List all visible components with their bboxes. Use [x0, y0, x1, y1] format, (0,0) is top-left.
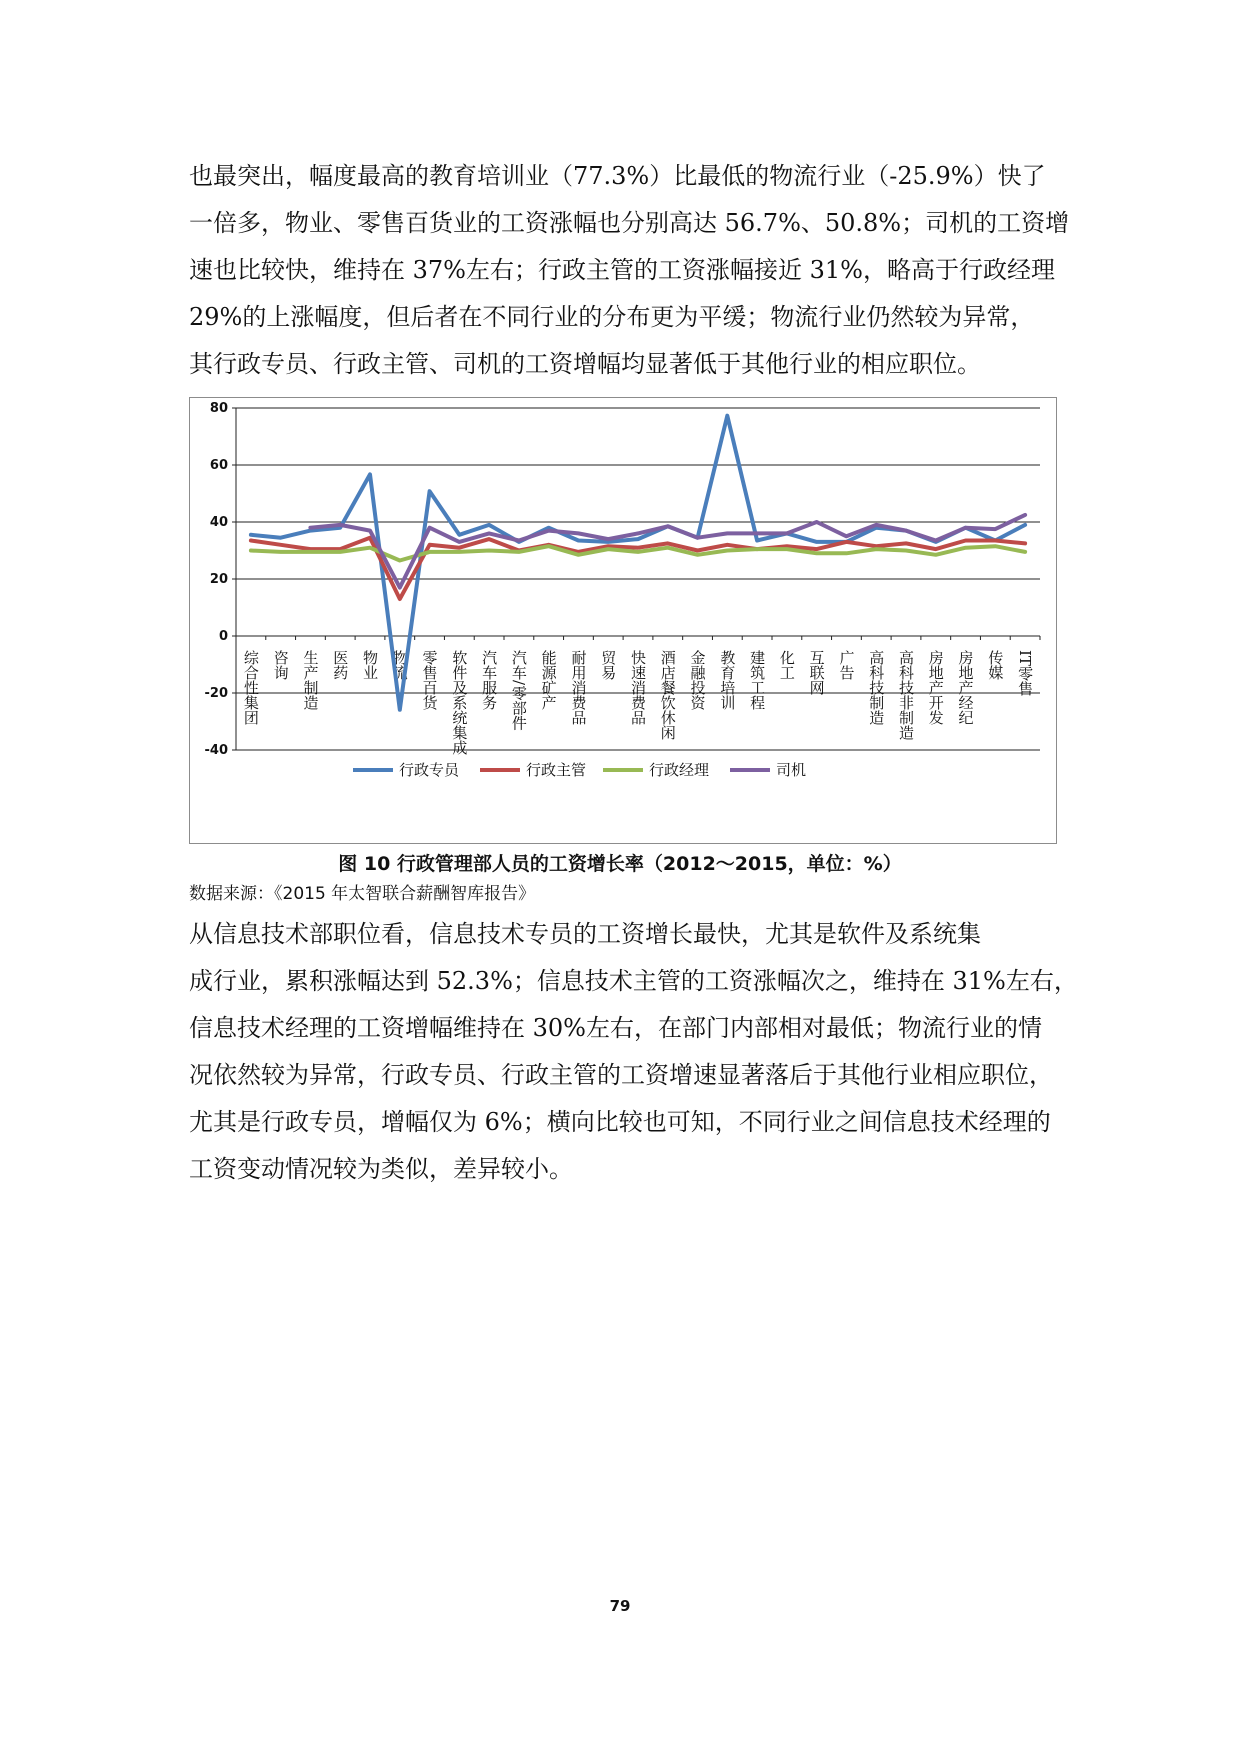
- category-label: 物流: [390, 650, 409, 680]
- category-label: 耐用消费品: [569, 650, 588, 725]
- chart-canvas: [190, 398, 1058, 845]
- category-label: 建筑工程: [748, 650, 767, 710]
- category-label: IT零售: [1016, 650, 1035, 696]
- y-tick-label: 0: [218, 629, 228, 644]
- page-number: 79: [609, 1597, 631, 1615]
- y-tick-label: 40: [209, 515, 228, 530]
- paragraph-line: 成行业，累积涨幅达到 52.3%；信息技术主管的工资涨幅次之，维持在 31%左右，: [189, 967, 1078, 995]
- category-label: 金融投资: [688, 650, 707, 710]
- category-label: 汽车/零部件: [509, 650, 528, 731]
- legend-label: 行政经理: [649, 761, 710, 779]
- category-label: 医药: [331, 650, 350, 680]
- data-source-note: 数据来源：《2015 年太智联合薪酬智库报告》: [189, 884, 536, 904]
- y-tick-label: -40: [204, 743, 228, 758]
- category-label: 生产制造: [301, 650, 320, 710]
- paragraph-line: 速也比较快，维持在 37%左右；行政主管的工资涨幅接近 31%，略高于行政经理: [189, 256, 1055, 284]
- legend-label: 行政专员: [399, 761, 460, 779]
- paragraph-line: 也最突出，幅度最高的教育培训业（77.3%）比最低的物流行业（-25.9%）快了: [189, 162, 1046, 190]
- category-label: 互联网: [807, 650, 826, 695]
- category-label: 快速消费品: [629, 650, 647, 725]
- paragraph-line: 一倍多，物业、零售百货业的工资涨幅也分别高达 56.7%、50.8%；司机的工资增: [189, 209, 1070, 237]
- y-tick-label: 20: [209, 572, 228, 587]
- legend-label: 行政主管: [526, 761, 587, 779]
- figure-caption: 图 10 行政管理部人员的工资增长率（2012～2015，单位：%）: [338, 853, 902, 875]
- legend-label: 司机: [776, 761, 807, 779]
- category-label: 酒店餐饮休闲: [658, 650, 677, 740]
- paragraph-line: 信息技术经理的工资增幅维持在 30%左右，在部门内部相对最低；物流行业的情: [189, 1014, 1042, 1042]
- category-label: 房地产经纪: [956, 650, 975, 725]
- category-label: 教育培训: [718, 650, 737, 710]
- body-paragraph-2: [189, 911, 1078, 1193]
- category-label: 化工: [777, 650, 796, 680]
- body-paragraph-1: [189, 153, 1070, 388]
- category-label: 综合性集团: [241, 650, 260, 725]
- y-tick-label: 60: [209, 458, 228, 473]
- category-label: 软件及系统集成: [450, 650, 469, 755]
- y-tick-label: -20: [204, 686, 228, 701]
- category-label: 汽车服务: [480, 650, 499, 710]
- category-label: 高科技制造: [867, 650, 886, 725]
- paragraph-line: 尤其是行政专员，增幅仅为 6%；横向比较也可知，不同行业之间信息技术经理的: [189, 1108, 1051, 1136]
- y-tick-label: 80: [209, 401, 228, 416]
- paragraph-line: 况依然较为异常，行政专员、行政主管的工资增速显著落后于其他行业相应职位，: [189, 1061, 1053, 1089]
- category-label: 贸易: [599, 650, 618, 680]
- line-chart: [189, 397, 1057, 844]
- paragraph-line: 其行政专员、行政主管、司机的工资增幅均显著低于其他行业的相应职位。: [189, 350, 981, 378]
- category-label: 广告: [837, 650, 856, 680]
- category-label: 高科技非制造: [897, 650, 915, 740]
- category-label: 房地产开发: [926, 650, 945, 725]
- paragraph-line: 从信息技术部职位看，信息技术专员的工资增长最快，尤其是软件及系统集: [189, 920, 981, 948]
- category-label: 零售百货: [420, 650, 439, 710]
- category-label: 物业: [361, 650, 379, 680]
- category-label: 咨询: [271, 650, 290, 680]
- paragraph-line: 29%的上涨幅度，但后者在不同行业的分布更为平缓；物流行业仍然较为异常，: [189, 303, 1035, 331]
- category-label: 能源矿产: [539, 650, 558, 710]
- category-label: 传媒: [986, 650, 1005, 680]
- paragraph-line: 工资变动情况较为类似，差异较小。: [189, 1155, 573, 1183]
